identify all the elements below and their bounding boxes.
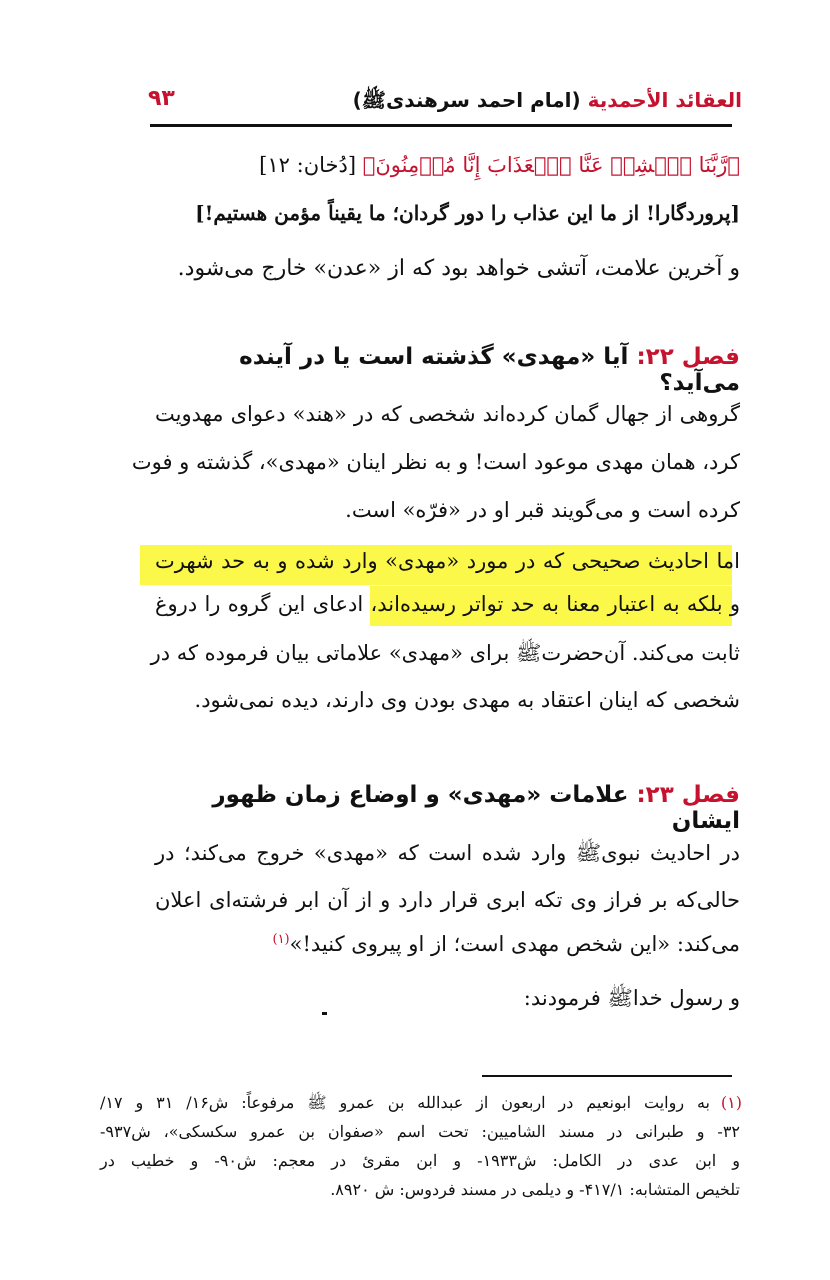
author-name: (امام احمد سرهندیﷺ) [352,88,581,112]
footnote-marker: (۱) [272,932,290,947]
footnote-number: (۱) [720,1093,742,1112]
stray-mark [322,1012,327,1015]
footnote-line: ۳۲- و طبرانی در مسند الشامیین: تحت اسم «صفوان بن عمرو سکسکی»، ش۹۳۷- [100,1122,740,1141]
quran-verse [155,153,740,177]
section-22-title: آیا «مهدی» گذشته است یا در آینده می‌آید؟ [239,344,740,396]
paragraph-text: می‌کند: «این شخص مهدی است؛ از او پیروی کنید!» [289,932,740,956]
section-23-label: فصل ۲۳: [636,782,740,808]
paragraph-line: و رسول خداﷺ فرمودند: [523,986,740,1010]
paragraph-line: کرده است و می‌گویند قبر او در «فرّه» است. [345,498,740,522]
book-title: العقائد الأحمدية [587,88,742,112]
verse-text: ﴿رَّبَّنَا ٱكۡشِفۡ عَنَّا ٱلۡعَذَابَ إِنَّا مُؤۡمِنُونَ﴾ [362,153,740,177]
verse-reference: [دُخان: ١٢] [259,153,357,177]
running-header-title [182,88,742,117]
header-rule [150,124,732,127]
paragraph-line [155,932,740,956]
paragraph-line: ثابت می‌کند. آن‌حضرتﷺ برای «مهدی» علاماتی بیان فرموده که در [150,641,740,665]
highlighted-line: و بلکه به اعتبار معنا به حد تواتر رسیده‌اند، ادعای این گروه را دروغ [155,592,740,616]
paragraph-line: حالی‌که بر فراز وی تکه ابری قرار دارد و از آن ابر فرشته‌ای اعلان [155,888,740,912]
paragraph-line: در احادیث نبویﷺ وارد شده است که «مهدی» خروج می‌کند؛ در [155,841,740,865]
paragraph-line: گروهی از جهال گمان کرده‌اند شخصی که در «هند» دعوای مهدویت [155,402,740,426]
paragraph-line: کرد، همان مهدی موعود است! و به نظر اینان «مهدی»، گذشته و فوت [131,450,740,474]
footnote-rule [482,1075,732,1077]
paragraph-line: و آخرین علامت، آتشی خواهد بود که از «عدن» خارج می‌شود. [177,256,740,281]
section-23-heading [155,782,740,834]
section-22-heading [155,344,740,396]
paragraph-line: شخصی که اینان اعتقاد به مهدی بودن وی دارند، دیده نمی‌شود. [194,688,740,712]
section-22-label: فصل ۲۲: [636,344,740,370]
footnote-line: تلخیص المتشابه: ۴۱۷/۱- و دیلمی در مسند فردوس: ش ۸۹۲۰. [330,1180,740,1199]
highlighted-line: اما احادیث صحیحی که در مورد «مهدی» وارد شده و به حد شهرت [155,549,740,573]
footnote-line: و ابن عدی در الکامل: ش۱۹۳۳- و ابن مقرئ در معجم: ش۹۰- و خطیب در [100,1151,741,1170]
section-23-title: علامات «مهدی» و اوضاع زمان ظهور ایشان [212,782,740,834]
footnote-line: به روایت ابونعیم در اربعون از عبدالله بن عمرو ﷺ مرفوعاً: ش۱۶/ ۳۱ و ۱۷/ [100,1093,710,1112]
verse-translation: [پروردگارا! از ما این عذاب را دور گردان؛ ما یقیناً مؤمن هستیم!] [195,201,740,225]
page-number: ۹۳ [148,86,175,111]
